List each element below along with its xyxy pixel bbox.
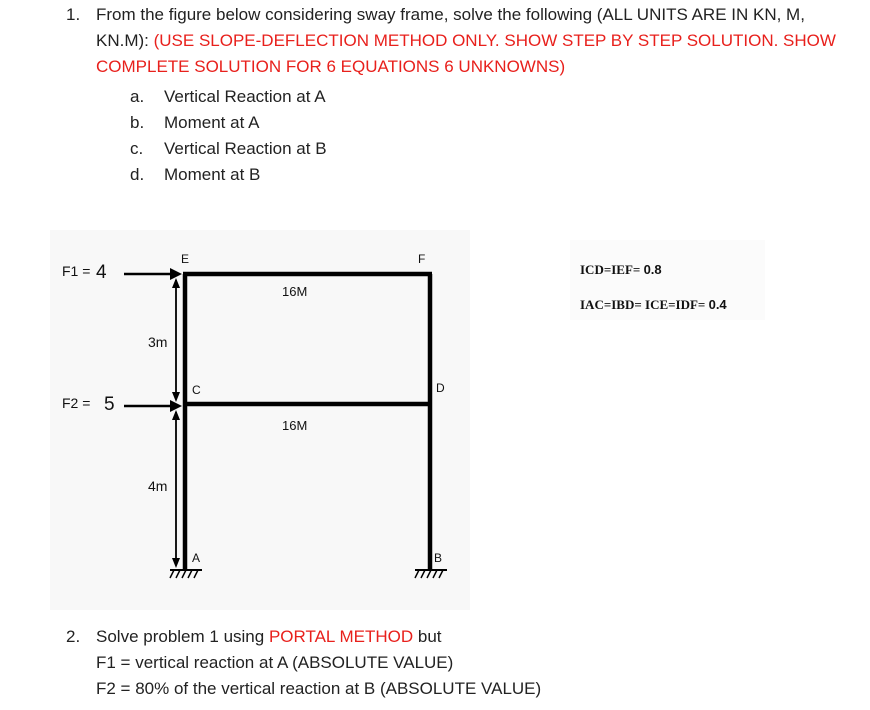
list-item-text: Moment at A [164, 113, 260, 132]
inertia-beams-label: ICD=IEF= [580, 262, 641, 277]
question-2-number: 2. [66, 627, 81, 646]
inertia-beams-value: 0.8 [643, 262, 662, 277]
question-1-number: 1. [66, 5, 81, 24]
question-2-condition-f1: F1 = vertical reaction at A (ABSOLUTE VALUE) [96, 653, 454, 672]
list-item-text: Moment at B [164, 165, 261, 184]
list-item-letter: b. [130, 113, 145, 132]
list-item-letter: c. [130, 139, 144, 158]
list-item-letter: a. [130, 87, 145, 106]
node-b-label: B [434, 551, 443, 565]
frame-figure [50, 230, 470, 610]
question-1-units-text: KN.M): [96, 31, 154, 50]
question-1-instruction: (USE SLOPE-DEFLECTION METHOD ONLY. SHOW STEP BY STEP SOLUTION. SHOW [153, 31, 836, 50]
question-2-condition-f2: F2 = 80% of the vertical reaction at B (ABSOLUTE VALUE) [96, 679, 542, 698]
inertia-columns-label: IAC=IBD= ICE=IDF= [580, 297, 706, 312]
node-a-label: A [192, 551, 201, 565]
node-f-label: F [418, 252, 426, 266]
node-c-label: C [192, 383, 201, 397]
inertia-beams [580, 262, 662, 278]
list-item-letter: d. [130, 165, 145, 184]
question-1-text-line2 [96, 28, 836, 54]
node-e-label: E [181, 252, 190, 266]
section-properties [570, 240, 765, 320]
question-2-lead: Solve problem 1 using [96, 627, 269, 646]
span-label-middle: 16M [282, 418, 308, 433]
height-label-lower: 4m [148, 478, 168, 494]
span-label-top: 16M [282, 284, 308, 299]
list-item-text: Vertical Reaction at B [164, 139, 327, 158]
height-label-upper: 3m [148, 334, 168, 350]
node-d-label: D [436, 381, 445, 395]
list-item-text: Vertical Reaction at A [164, 87, 326, 106]
question-2-text [96, 624, 442, 650]
figure-background [50, 230, 470, 610]
f2-value: 5 [104, 394, 115, 415]
question-2-tail: but [413, 627, 442, 646]
f1-label: F1 = [62, 263, 91, 279]
f1-value: 4 [96, 262, 107, 283]
question-2-method: PORTAL METHOD [268, 627, 414, 646]
question-1-instruction-line2: COMPLETE SOLUTION FOR 6 EQUATIONS 6 UNKNOWNS) [96, 57, 566, 76]
f2-label: F2 = [62, 395, 91, 411]
inertia-columns-value: 0.4 [708, 297, 727, 312]
inertia-columns [580, 297, 727, 313]
question-1-text: From the figure below considering sway frame, solve the following (ALL UNITS ARE IN KN, M, [96, 5, 805, 24]
